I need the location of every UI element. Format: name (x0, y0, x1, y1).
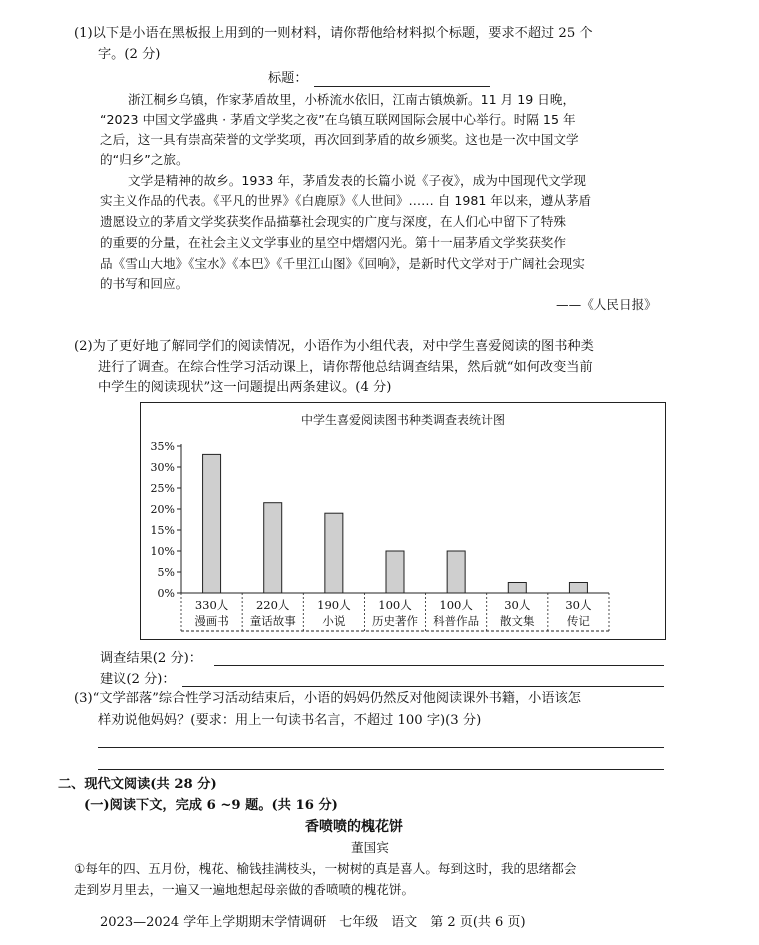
bar-count-label: 190人 (317, 598, 351, 612)
q3-prompt-line2: 样劝说他妈妈？(要求：用上一句读书名言，不超过 100 字)(3 分) (98, 713, 482, 728)
material-line: 浙江桐乡乌镇，作家茅盾故里，小桥流水依旧，江南古镇焕新。11 月 19 日晚， (128, 92, 576, 107)
bar-count-label: 100人 (378, 598, 412, 612)
q2-prompt-line2: 进行了调查。在综合性学习活动课上，请你帮他总结调查结果，然后就“如何改变当前 (98, 360, 593, 375)
section2-subheading: (一)阅读下文，完成 6 ~9 题。(共 16 分) (84, 798, 338, 813)
material-source: ——《人民日报》 (556, 297, 657, 312)
y-tick-label: 25% (150, 482, 175, 495)
category-label: 小说 (322, 614, 346, 628)
q3-answer-line-1[interactable] (98, 747, 664, 748)
q2-result-label: 调查结果(2 分)： (100, 651, 202, 666)
y-tick-label: 20% (150, 503, 175, 516)
article-paragraph-line: 走到岁月里去，一遍又一遍地想起母亲做的香喷喷的槐花饼。 (74, 882, 415, 897)
material-line: 的重要的分量，在社会主义文学事业的星空中熠熠闪光。第十一届茅盾文学奖获奖作 (100, 235, 566, 250)
category-label: 科普作品 (433, 614, 480, 628)
q3-answer-line-2[interactable] (98, 769, 664, 770)
q1-title-label: 标题： (268, 71, 308, 86)
bar-漫画书 (203, 454, 221, 593)
bar-count-label: 100人 (439, 598, 473, 612)
article-author: 董国宾 (351, 840, 389, 855)
y-tick-label: 30% (150, 461, 175, 474)
material-line: “2023 中国文学盛典 · 茅盾文学奖之夜”在乌镇互联网国际会展中心举行。时隔 15 年 (100, 112, 576, 127)
bar-童话故事 (264, 503, 282, 593)
bar-count-label: 30人 (565, 598, 592, 612)
material-line: 的“归乡”之旅。 (100, 152, 189, 167)
q2-suggest-answer-line[interactable] (182, 686, 664, 687)
chart-title: 中学生喜爱阅读图书种类调查表统计图 (300, 413, 506, 427)
material-line: 文学是精神的故乡。1933 年，茅盾发表的长篇小说《子夜》，成为中国现代文学现 (128, 173, 586, 188)
y-tick-label: 0% (157, 587, 175, 600)
x-axis-labels (181, 593, 609, 631)
bar-科普作品 (447, 551, 465, 593)
y-tick-label: 5% (157, 566, 175, 579)
page-footer: 2023—2024 学年上学期期末学情调研 七年级 语文 第 2 页(共 6 页) (100, 915, 526, 930)
q2-result-answer-line[interactable] (214, 665, 664, 666)
q3-prompt-line1: (3)“文学部落”综合性学习活动结束后，小语的妈妈仍然反对他阅读课外书籍，小语该怎 (74, 691, 581, 706)
chart-canvas (141, 403, 664, 638)
q1-prompt-line2: 字。(2 分) (98, 47, 161, 62)
bar-count-label: 30人 (504, 598, 531, 612)
category-label: 历史著作 (372, 614, 418, 628)
y-tick-label: 15% (150, 524, 175, 537)
q1-title-answer-line[interactable] (314, 86, 490, 87)
material-line: 遗愿设立的茅盾文学奖获奖作品描摹社会现实的广度与深度，在人们心中留下了特殊 (100, 214, 566, 229)
material-line: 的书写和回应。 (100, 276, 189, 291)
bar-散文集 (508, 583, 526, 594)
y-tick-label: 10% (150, 545, 175, 558)
category-label: 童话故事 (249, 614, 296, 628)
material-line: 之后，这一具有崇高荣誉的文学奖项，再次回到茅盾的故乡颁奖。这也是一次中国文学 (100, 132, 579, 147)
q1-prompt-line1: (1)以下是小语在黑板报上用到的一则材料，请你帮他给材料拟个标题，要求不超过 25 个 (74, 26, 593, 41)
material-line: 品《雪山大地》《宝水》《本巴》《千里江山图》《回响》，是新时代文学对于广阔社会现实 (100, 256, 585, 271)
q2-prompt-line3: 中学生的阅读现状”这一问题提出两条建议。(4 分) (98, 380, 392, 395)
category-label: 传记 (566, 614, 590, 628)
y-tick-label: 35% (150, 440, 175, 453)
q2-prompt-line1: (2)为了更好地了解同学们的阅读情况，小语作为小组代表，对中学生喜爱阅读的图书种类 (74, 339, 594, 354)
category-label: 散文集 (500, 614, 535, 628)
material-line: 实主义作品的代表。《平凡的世界》《白鹿原》《人世间》…… 自 1981 年以来，遵从茅盾 (100, 193, 592, 208)
bar-传记 (569, 583, 587, 594)
reading-survey-chart (140, 402, 666, 640)
bars (203, 454, 588, 593)
bar-count-label: 330人 (194, 598, 229, 612)
category-label: 漫画书 (194, 614, 229, 628)
bar-小说 (325, 513, 343, 593)
bar-count-label: 220人 (255, 598, 290, 612)
bar-历史著作 (386, 551, 404, 593)
section2-heading: 二、现代文阅读(共 28 分) (58, 777, 217, 792)
q2-suggest-label: 建议(2 分)： (100, 672, 176, 687)
article-paragraph-line: ①每年的四、五月份，槐花、榆钱挂满枝头，一树树的真是喜人。每到这时，我的思绪都会 (74, 861, 577, 876)
article-title: 香喷喷的槐花饼 (305, 819, 403, 835)
